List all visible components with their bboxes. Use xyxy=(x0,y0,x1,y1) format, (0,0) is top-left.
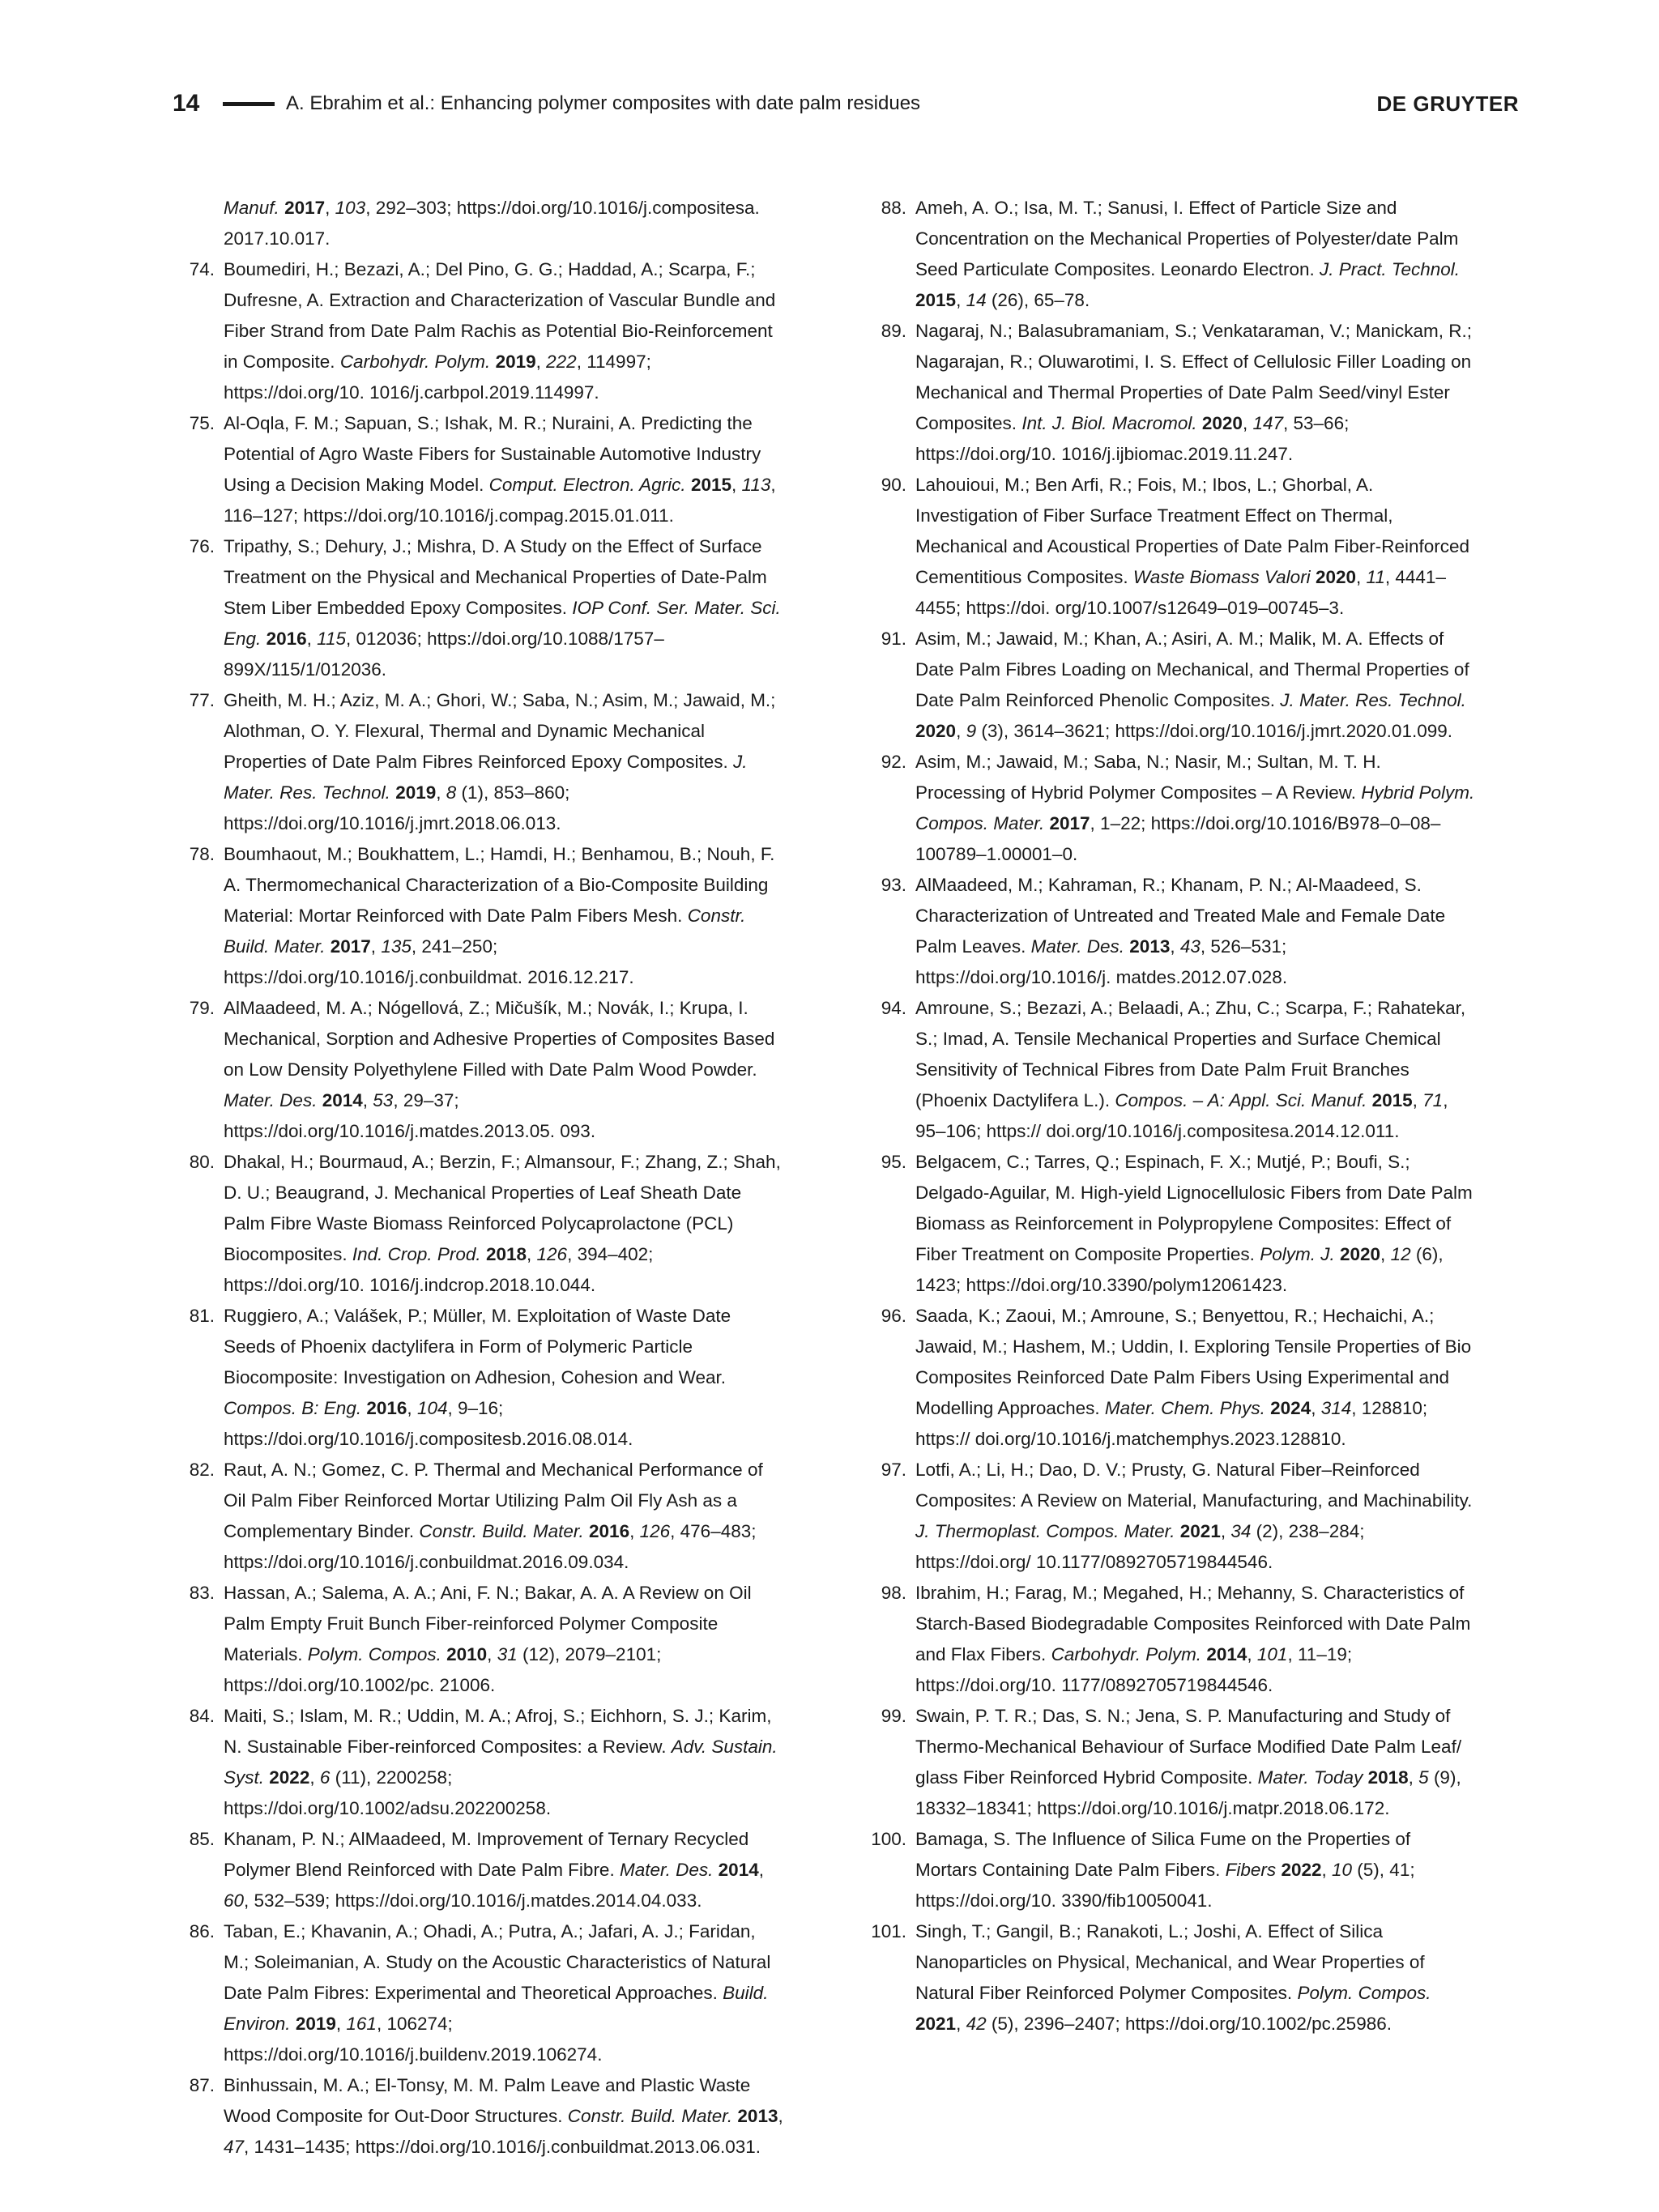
reference-text-segment: Tripathy, S.; Dehury, J.; Mishra, D. A Study on the Effect of Surface Treatment on the Physical and Mechanical Properties of Date-Palm Stem Liber Embedded Epoxy Composites. xyxy=(224,536,767,618)
reference-text-segment: J. Mater. Res. Technol. xyxy=(224,752,748,803)
reference-text-segment: , 292–303; https://doi.org/10.1016/j.compositesa. 2017.10.017. xyxy=(224,198,760,249)
reference-text-segment: , 53–66; https://doi.org/10. 1016/j.ijbiomac.2019.11.247. xyxy=(915,413,1350,464)
reference-text-segment: , xyxy=(335,2014,347,2034)
reference-number: 75. xyxy=(189,413,215,433)
reference-entry xyxy=(173,685,784,839)
reference-text-segment: 11 xyxy=(1366,567,1385,587)
reference-text-segment: Ind. Crop. Prod. xyxy=(352,1244,481,1264)
reference-entry xyxy=(864,470,1476,624)
reference-number: 80. xyxy=(189,1152,215,1172)
header-rule xyxy=(223,102,275,106)
reference-entry xyxy=(864,1916,1476,2039)
reference-text-segment: Maiti, S.; Islam, M. R.; Uddin, M. A.; Afroj, S.; Eichhorn, S. J.; Karim, N. Sustainable Fiber-reinforced Composites: a Review. xyxy=(224,1706,772,1757)
reference-text-segment: , 476–483; https://doi.org/10.1016/j.conbuildmat.2016.09.034. xyxy=(224,1521,757,1572)
reference-text-segment: , 526–531; https://doi.org/10.1016/j. matdes.2012.07.028. xyxy=(915,936,1288,987)
reference-text-segment: , xyxy=(362,1090,373,1110)
reference-text-segment: Mater. Des. xyxy=(224,1090,318,1110)
reference-text-segment: , xyxy=(731,475,742,495)
reference-text-segment: Waste Biomass Valori xyxy=(1132,567,1311,587)
reference-entry xyxy=(173,1916,784,2070)
reference-text-segment: 2022 xyxy=(269,1767,310,1788)
reference-text-segment: Mater. Chem. Phys. xyxy=(1104,1398,1265,1418)
reference-text-segment: 2020 xyxy=(1201,413,1243,433)
reference-entry xyxy=(173,1824,784,1916)
reference-text-segment: 2024 xyxy=(1270,1398,1311,1418)
reference-text-segment: 43 xyxy=(1179,936,1201,957)
reference-text-segment: Polym. Compos. xyxy=(1297,1983,1431,2003)
reference-text-segment: Binhussain, M. A.; El-Tonsy, M. M. Palm Leave and Plastic Waste Wood Composite for Out-Door Structures. xyxy=(224,2075,751,2126)
reference-entry xyxy=(173,531,784,685)
reference-text-segment: Mater. Des. xyxy=(619,1860,714,1880)
reference-text-segment: 9 xyxy=(966,721,977,741)
reference-text-segment: , xyxy=(1321,1860,1333,1880)
reference-text-segment: Manuf. xyxy=(224,198,279,218)
reference-text-segment: 31 xyxy=(497,1644,518,1664)
reference-text-segment: Polym. J. xyxy=(1260,1244,1335,1264)
reference-number: 99. xyxy=(881,1706,906,1726)
reference-column-right xyxy=(864,193,1476,2039)
reference-entry xyxy=(864,1578,1476,1701)
reference-text xyxy=(915,1701,1476,1824)
reference-number: 94. xyxy=(881,998,906,1018)
reference-text xyxy=(224,408,784,531)
reference-text-segment: Al-Oqla, F. M.; Sapuan, S.; Ishak, M. R.; Nuraini, A. Predicting the Potential of Agro Waste Fibers for Sustainable Automotive Industry Using a Decision Making Model. xyxy=(224,413,761,495)
reference-text-segment: , 012036; https://doi.org/10.1088/1757–899X/115/1/012036. xyxy=(224,629,664,680)
reference-text-segment: , xyxy=(956,721,966,741)
reference-text-segment: Saada, K.; Zaoui, M.; Amroune, S.; Benyettou, R.; Hechaichi, A.; Jawaid, M.; Hashem, M.; Uddin, I. Exploring Tensile Properties of Bio Composites Reinforced Date Palm Fibers Using Experimental and Modelling Approaches. xyxy=(915,1306,1472,1418)
reference-text-segment: Compos. – A: Appl. Sci. Manuf. xyxy=(1115,1090,1367,1110)
reference-text-segment: (6), 1423; https://doi.org/10.3390/polym12061423. xyxy=(915,1244,1444,1295)
reference-text-segment: 2020 xyxy=(1315,567,1357,587)
reference-text xyxy=(915,1916,1476,2039)
reference-text-segment: , xyxy=(1380,1244,1391,1264)
reference-number: 74. xyxy=(189,259,215,279)
reference-text-segment: Dhakal, H.; Bourmaud, A.; Berzin, F.; Almansour, F.; Zhang, Z.; Shah, D. U.; Beaugrand, J. Mechanical Properties of Leaf Sheath Date Palm Fibre Waste Biomass Reinforced Polycaprolactone (PCL) Biocomposites. xyxy=(224,1152,781,1264)
reference-text-segment: , xyxy=(306,629,318,649)
reference-entry xyxy=(173,1147,784,1301)
reference-text-segment: 60 xyxy=(224,1890,245,1911)
reference-text-segment: 314 xyxy=(1320,1398,1352,1418)
reference-text xyxy=(224,1916,784,2070)
reference-text xyxy=(224,531,784,685)
reference-number: 95. xyxy=(881,1152,906,1172)
reference-text-segment: 2018 xyxy=(485,1244,527,1264)
reference-number: 77. xyxy=(189,690,215,710)
reference-entry xyxy=(173,1455,784,1578)
reference-entry xyxy=(173,2070,784,2163)
running-header xyxy=(173,87,1519,120)
reference-entry xyxy=(864,1147,1476,1301)
reference-text-segment: 113 xyxy=(741,475,771,495)
reference-entry xyxy=(173,254,784,408)
reference-text-segment: AlMaadeed, M. A.; Nógellová, Z.; Mičušík, M.; Novák, I.; Krupa, I. Mechanical, Sorption and Adhesive Properties of Composites Based on Low Density Polyethylene Filled with Date Palm Wood Powder. xyxy=(224,998,775,1080)
reference-number: 90. xyxy=(881,475,906,495)
reference-entry xyxy=(864,1701,1476,1824)
reference-text-segment: Khanam, P. N.; AlMaadeed, M. Improvement of Ternary Recycled Polymer Blend Reinforced with Date Palm Fibre. xyxy=(224,1829,749,1880)
reference-text-segment: , xyxy=(1408,1767,1419,1788)
reference-entry xyxy=(864,1824,1476,1916)
reference-text xyxy=(224,1455,784,1578)
reference-text-segment: Boumediri, H.; Bezazi, A.; Del Pino, G. G.; Haddad, A.; Scarpa, F.; Dufresne, A. Extraction and Characterization of Vascular Bundle and Fiber Strand from Date Palm Rachis as Potential Bio-Reinforcement in Composite. xyxy=(224,259,776,372)
reference-entry xyxy=(864,1301,1476,1455)
reference-text-segment: 2015 xyxy=(915,290,957,310)
reference-text-segment: , 114997; https://doi.org/10. 1016/j.carbpol.2019.114997. xyxy=(224,352,651,403)
reference-number: 76. xyxy=(189,536,215,556)
reference-text-segment: , 128810; https:// doi.org/10.1016/j.matchemphys.2023.128810. xyxy=(915,1398,1428,1449)
reference-text-segment: , 95–106; https:// doi.org/10.1016/j.compositesa.2014.12.011. xyxy=(915,1090,1448,1141)
reference-text-segment: 2010 xyxy=(446,1644,488,1664)
reference-text-segment: Asim, M.; Jawaid, M.; Saba, N.; Nasir, M.; Sultan, M. T. H. Processing of Hybrid Polymer Composites – A Review. xyxy=(915,752,1381,803)
reference-text-segment: , xyxy=(487,1644,497,1664)
reference-text-segment: Boumhaout, M.; Boukhattem, L.; Hamdi, H.; Benhamou, B.; Nouh, F. A. Thermomechanical Characterization of a Bio-Composite Building Material: Mortar Reinforced with Date Palm Fibers Mesh. xyxy=(224,844,775,926)
reference-text-segment: , 9–16; https://doi.org/10.1016/j.compositesb.2016.08.014. xyxy=(224,1398,633,1449)
reference-text xyxy=(915,1455,1476,1578)
reference-text-segment: Ibrahim, H.; Farag, M.; Megahed, H.; Mehanny, S. Characteristics of Starch-Based Biodegradable Composites Reinforced with Date Palm and Flax Fibers. xyxy=(915,1583,1471,1664)
reference-text-segment: Raut, A. N.; Gomez, C. P. Thermal and Mechanical Performance of Oil Palm Fiber Reinforced Mortar Utilizing Palm Oil Fly Ash as a Complementary Binder. xyxy=(224,1460,763,1541)
reference-text-segment: Lahouioui, M.; Ben Arfi, R.; Fois, M.; Ibos, L.; Ghorbal, A. Investigation of Fiber Surface Treatment Effect on Thermal, Mechanical and Acoustical Properties of Date Palm Fiber-Reinforced Cementitious Composites. xyxy=(915,475,1470,587)
reference-text-segment: Adv. Sustain. Syst. xyxy=(224,1737,778,1788)
reference-number: 100. xyxy=(871,1829,906,1849)
reference-text-segment: 2013 xyxy=(737,2106,778,2126)
reference-text-segment: , xyxy=(1170,936,1180,957)
reference-entry xyxy=(864,870,1476,993)
reference-number: 79. xyxy=(189,998,215,1018)
reference-text xyxy=(224,1301,784,1455)
reference-text-segment: 104 xyxy=(416,1398,448,1418)
reference-entry xyxy=(173,839,784,993)
reference-text-segment: 2020 xyxy=(1339,1244,1381,1264)
reference-text-segment: 2014 xyxy=(718,1860,759,1880)
publisher-name: DE GRUYTER xyxy=(1376,92,1519,116)
reference-text-segment: Ameh, A. O.; Isa, M. T.; Sanusi, I. Effect of Particle Size and Concentration on the Mechanical Properties of Polyester/date Palm Seed Particulate Composites. Leonardo Electron. xyxy=(915,198,1459,279)
reference-list-right xyxy=(864,193,1476,2039)
reference-text-segment: (26), 65–78. xyxy=(986,290,1090,310)
reference-text-segment: 135 xyxy=(381,936,412,957)
reference-text-segment: Gheith, M. H.; Aziz, M. A.; Ghori, W.; Saba, N.; Asim, M.; Jawaid, M.; Alothman, O. Y. Flexural, Thermal and Dynamic Mechanical Properties of Date Palm Fibres Reinforced Epoxy Composites. xyxy=(224,690,776,772)
reference-text-segment: 71 xyxy=(1422,1090,1444,1110)
reference-text-segment: 2017 xyxy=(284,198,326,218)
reference-text-segment: 5 xyxy=(1418,1767,1429,1788)
reference-text-segment: Constr. Build. Mater. xyxy=(567,2106,733,2126)
reference-number: 98. xyxy=(881,1583,906,1603)
reference-text-segment: 2014 xyxy=(322,1090,363,1110)
reference-text xyxy=(224,254,784,408)
reference-text-segment: 2016 xyxy=(266,629,307,649)
reference-text xyxy=(915,1301,1476,1455)
reference-text-segment: 2018 xyxy=(1367,1767,1409,1788)
reference-text xyxy=(915,870,1476,993)
reference-text-segment: Constr. Build. Mater. xyxy=(224,906,746,957)
reference-text-segment: Comput. Electron. Agric. xyxy=(488,475,686,495)
reference-text xyxy=(224,1824,784,1916)
reference-text-segment: 2016 xyxy=(366,1398,407,1418)
reference-text-segment: Hybrid Polym. Compos. Mater. xyxy=(915,782,1475,833)
reference-text-segment: Amroune, S.; Bezazi, A.; Belaadi, A.; Zhu, C.; Scarpa, F.; Rahatekar, S.; Imad, A. Tensile Mechanical Properties and Surface Chemical Sensitivity of Technical Fibres from Date Palm Fruit Branches (Phoenix Dactylifera L.). xyxy=(915,998,1466,1110)
reference-text-segment: (11), 2200258; https://doi.org/10.1002/adsu.202200258. xyxy=(224,1767,552,1818)
reference-text-segment: 115 xyxy=(317,629,347,649)
reference-text-segment: Constr. Build. Mater. xyxy=(419,1521,584,1541)
reference-list-left xyxy=(173,254,784,2163)
reference-text-segment: , xyxy=(527,1244,537,1264)
reference-text-segment: (5), 2396–2407; https://doi.org/10.1002/pc.25986. xyxy=(986,2014,1392,2034)
reference-text-segment: 14 xyxy=(966,290,987,310)
reference-number: 91. xyxy=(881,629,906,649)
reference-text-segment: Build. Environ. xyxy=(224,1983,769,2034)
reference-text-segment: Bamaga, S. The Influence of Silica Fume on the Properties of Mortars Containing Date Palm Fibers. xyxy=(915,1829,1411,1880)
reference-text-segment: 2016 xyxy=(589,1521,630,1541)
reference-entry xyxy=(173,1578,784,1701)
reference-text xyxy=(224,1578,784,1701)
reference-text-segment: , xyxy=(1311,1398,1321,1418)
reference-text-segment: (12), 2079–2101; https://doi.org/10.1002/pc. 21006. xyxy=(224,1644,662,1695)
reference-text-segment: Lotfi, A.; Li, H.; Dao, D. V.; Prusty, G. Natural Fiber–Reinforced Composites: A Review on Material, Manufacturing, and Machinability. xyxy=(915,1460,1473,1511)
reference-entry xyxy=(173,408,784,531)
reference-text-segment: Belgacem, C.; Tarres, Q.; Espinach, F. X.; Mutjé, P.; Boufi, S.; Delgado-Aguilar, M. High-yield Lignocellulosic Fibers from Date Palm Biomass as Reinforcement in Polypropylene Composites: Effect of Fiber Treatment on Composite Properties. xyxy=(915,1152,1473,1264)
reference-text-segment: 10 xyxy=(1332,1860,1353,1880)
reference-text-segment: Nagaraj, N.; Balasubramaniam, S.; Venkataraman, V.; Manickam, R.; Nagarajan, R.; Oluwarotimi, I. S. Effect of Cellulosic Filler Loading on Mechanical and Thermal Properties of Date Palm Seed/vinyl Ester Composites. xyxy=(915,321,1472,433)
reference-text xyxy=(915,470,1476,624)
reference-text-segment: 2019 xyxy=(495,352,536,372)
reference-number: 84. xyxy=(189,1706,215,1726)
reference-text-segment: Carbohydr. Polym. xyxy=(1051,1644,1202,1664)
reference-text-segment: 222 xyxy=(546,352,577,372)
reference-text xyxy=(224,839,784,993)
reference-text-segment: Fibers xyxy=(1225,1860,1277,1880)
reference-text-segment: J. Thermoplast. Compos. Mater. xyxy=(915,1521,1175,1541)
reference-text xyxy=(224,1701,784,1824)
reference-text xyxy=(915,1147,1476,1301)
reference-text-segment: , xyxy=(1247,1644,1257,1664)
reference-text-segment: , 1431–1435; https://doi.org/10.1016/j.conbuildmat.2013.06.031. xyxy=(244,2137,761,2157)
reference-text xyxy=(915,624,1476,747)
reference-number: 82. xyxy=(189,1460,215,1480)
reference-text-segment: (5), 41; https://doi.org/10. 3390/fib10050041. xyxy=(915,1860,1415,1911)
reference-text-segment: , 394–402; https://doi.org/10. 1016/j.indcrop.2018.10.044. xyxy=(224,1244,654,1295)
reference-entry xyxy=(173,1301,784,1455)
reference-entry xyxy=(864,1455,1476,1578)
reference-text-segment: Carbohydr. Polym. xyxy=(339,352,491,372)
reference-text-segment: , 11–19; https://doi.org/10. 1177/0892705719844546. xyxy=(915,1644,1353,1695)
reference-text xyxy=(915,316,1476,470)
reference-text-segment: 6 xyxy=(319,1767,331,1788)
reference-text-segment: , xyxy=(407,1398,417,1418)
reference-entry xyxy=(864,193,1476,316)
reference-number: 96. xyxy=(881,1306,906,1326)
reference-text-segment: J. Pract. Technol. xyxy=(1320,259,1461,279)
reference-number: 86. xyxy=(189,1921,215,1941)
reference-text-segment: (3), 3614–3621; https://doi.org/10.1016/j.jmrt.2020.01.099. xyxy=(976,721,1452,741)
reference-number: 87. xyxy=(189,2075,215,2095)
reference-text-segment: IOP Conf. Ser. Mater. Sci. Eng. xyxy=(224,598,781,649)
reference-text-segment: 2019 xyxy=(395,782,437,803)
reference-text-segment: J. Mater. Res. Technol. xyxy=(1280,690,1466,710)
reference-entry xyxy=(864,747,1476,870)
reference-text xyxy=(915,993,1476,1147)
reference-entry xyxy=(864,316,1476,470)
reference-number: 88. xyxy=(881,198,906,218)
reference-text-segment: Mater. Today xyxy=(1257,1767,1363,1788)
reference-text-segment: 2021 xyxy=(915,2014,957,2034)
reference-number: 97. xyxy=(881,1460,906,1480)
reference-text-segment: AlMaadeed, M.; Kahraman, R.; Khanam, P. N.; Al-Maadeed, S. Characterization of Untreated and Treated Male and Female Date Palm Leaves. xyxy=(915,875,1446,957)
reference-text-segment: , xyxy=(956,2014,966,2034)
reference-text-segment: 126 xyxy=(536,1244,568,1264)
reference-number: 89. xyxy=(881,321,906,341)
reference-text xyxy=(224,685,784,839)
reference-number: 93. xyxy=(881,875,906,895)
reference-text-segment: , 4441–4455; https://doi. org/10.1007/s12649–019–00745–3. xyxy=(915,567,1446,618)
reference-text-segment: Singh, T.; Gangil, B.; Ranakoti, L.; Joshi, A. Effect of Silica Nanoparticles on Physical, Mechanical, and Wear Properties of Natural Fiber Reinforced Polymer Composites. xyxy=(915,1921,1425,2003)
reference-text-segment: 2017 xyxy=(1049,813,1090,833)
reference-text-segment: , xyxy=(325,198,335,218)
reference-continuation xyxy=(173,193,784,254)
reference-text-segment: Hassan, A.; Salema, A. A.; Ani, F. N.; Bakar, A. A. A Review on Oil Palm Empty Fruit Bunch Fiber-reinforced Polymer Composite Materials. xyxy=(224,1583,752,1664)
reference-text-segment: Compos. B: Eng. xyxy=(224,1398,362,1418)
reference-text-segment: , xyxy=(309,1767,320,1788)
reference-text-segment: , xyxy=(1356,567,1367,587)
reference-text xyxy=(915,747,1476,870)
reference-text-segment: 2015 xyxy=(1371,1090,1413,1110)
reference-text-segment: , xyxy=(629,1521,640,1541)
reference-text-segment: Taban, E.; Khavanin, A.; Ohadi, A.; Putra, A.; Jafari, A. J.; Faridan, M.; Soleimanian, A. Study on the Acoustic Characteristics of Natural Date Palm Fibres: Experimental and Theoretical Approaches. xyxy=(224,1921,771,2003)
page-number: 14 xyxy=(173,90,200,117)
reference-number: 85. xyxy=(189,1829,215,1849)
reference-text-segment: , xyxy=(758,1860,764,1880)
reference-text-segment: , 116–127; https://doi.org/10.1016/j.compag.2015.01.011. xyxy=(224,475,776,526)
reference-entry xyxy=(173,1701,784,1824)
reference-text-segment: 2014 xyxy=(1206,1644,1247,1664)
reference-text-segment: 161 xyxy=(346,2014,377,2034)
reference-text-segment: 2019 xyxy=(295,2014,336,2034)
reference-text-segment: , 106274; https://doi.org/10.1016/j.buildenv.2019.106274. xyxy=(224,2014,603,2065)
reference-text-segment: Mater. Des. xyxy=(1030,936,1125,957)
reference-text-segment: , xyxy=(370,936,382,957)
reference-column-left xyxy=(173,193,784,2163)
reference-text-segment: 101 xyxy=(1256,1644,1288,1664)
reference-text-segment: 47 xyxy=(224,2137,245,2157)
reference-text-segment: Int. J. Biol. Macromol. xyxy=(1021,413,1197,433)
reference-text-segment: (9), 18332–18341; https://doi.org/10.1016/j.matpr.2018.06.172. xyxy=(915,1767,1461,1818)
reference-text-segment: 147 xyxy=(1252,413,1284,433)
reference-text-segment: 126 xyxy=(639,1521,671,1541)
reference-text-segment: , 241–250; https://doi.org/10.1016/j.conbuildmat. 2016.12.217. xyxy=(224,936,634,987)
reference-text-segment: , xyxy=(436,782,446,803)
reference-text xyxy=(915,1578,1476,1701)
reference-text-segment: 2021 xyxy=(1179,1521,1221,1541)
reference-text-segment: 2015 xyxy=(690,475,731,495)
reference-number: 83. xyxy=(189,1583,215,1603)
reference-text-segment: 2013 xyxy=(1129,936,1171,957)
reference-text-segment: , xyxy=(956,290,966,310)
reference-text-segment: 42 xyxy=(966,2014,987,2034)
reference-text-segment: , xyxy=(1412,1090,1423,1110)
reference-entry xyxy=(173,993,784,1147)
reference-entry xyxy=(864,993,1476,1147)
reference-entry xyxy=(864,624,1476,747)
reference-text-segment: 8 xyxy=(446,782,457,803)
reference-text-segment: 53 xyxy=(373,1090,394,1110)
reference-text-segment: , 1–22; https://doi.org/10.1016/B978–0–08–100789–1.00001–0. xyxy=(915,813,1441,864)
reference-text-segment: 34 xyxy=(1230,1521,1252,1541)
reference-text-segment: (1), 853–860; https://doi.org/10.1016/j.jmrt.2018.06.013. xyxy=(224,782,570,833)
reference-number: 101. xyxy=(871,1921,906,1941)
reference-text-segment: 2020 xyxy=(915,721,957,741)
reference-text xyxy=(224,993,784,1147)
reference-text-segment: 2022 xyxy=(1281,1860,1322,1880)
reference-text xyxy=(224,1147,784,1301)
reference-number: 92. xyxy=(881,752,906,772)
reference-text xyxy=(915,1824,1476,1916)
reference-text xyxy=(224,2070,784,2163)
reference-text-segment: , xyxy=(778,2106,783,2126)
reference-text-segment: , xyxy=(1220,1521,1231,1541)
reference-text-segment: (2), 238–284; https://doi.org/ 10.1177/0892705719844546. xyxy=(915,1521,1365,1572)
reference-text-segment: , 29–37; https://doi.org/10.1016/j.matdes.2013.05. 093. xyxy=(224,1090,596,1141)
reference-text-segment: , 532–539; https://doi.org/10.1016/j.matdes.2014.04.033. xyxy=(244,1890,702,1911)
reference-number: 81. xyxy=(189,1306,215,1326)
reference-text-segment: Swain, P. T. R.; Das, S. N.; Jena, S. P. Manufacturing and Study of Thermo-Mechanical Behaviour of Surface Modified Date Palm Leaf/ glass Fiber Reinforced Hybrid Composite. xyxy=(915,1706,1462,1788)
reference-text-segment: 12 xyxy=(1390,1244,1411,1264)
reference-text-segment: , xyxy=(535,352,547,372)
reference-text-segment: 103 xyxy=(335,198,366,218)
reference-text-segment: Polym. Compos. xyxy=(307,1644,441,1664)
running-title: A. Ebrahim et al.: Enhancing polymer composites with date palm residues xyxy=(286,92,921,114)
reference-text-segment: 2017 xyxy=(330,936,371,957)
reference-text-segment: , xyxy=(1242,413,1253,433)
reference-text xyxy=(915,193,1476,316)
reference-text-segment: Asim, M.; Jawaid, M.; Khan, A.; Asiri, A. M.; Malik, M. A. Effects of Date Palm Fibres Loading on Mechanical, and Thermal Properties of Date Palm Reinforced Phenolic Composites. xyxy=(915,629,1469,710)
reference-number: 78. xyxy=(189,844,215,864)
reference-text-segment: Ruggiero, A.; Valášek, P.; Müller, M. Exploitation of Waste Date Seeds of Phoenix dactylifera in Form of Polymeric Particle Biocomposite: Investigation on Adhesion, Cohesion and Wear. xyxy=(224,1306,731,1387)
